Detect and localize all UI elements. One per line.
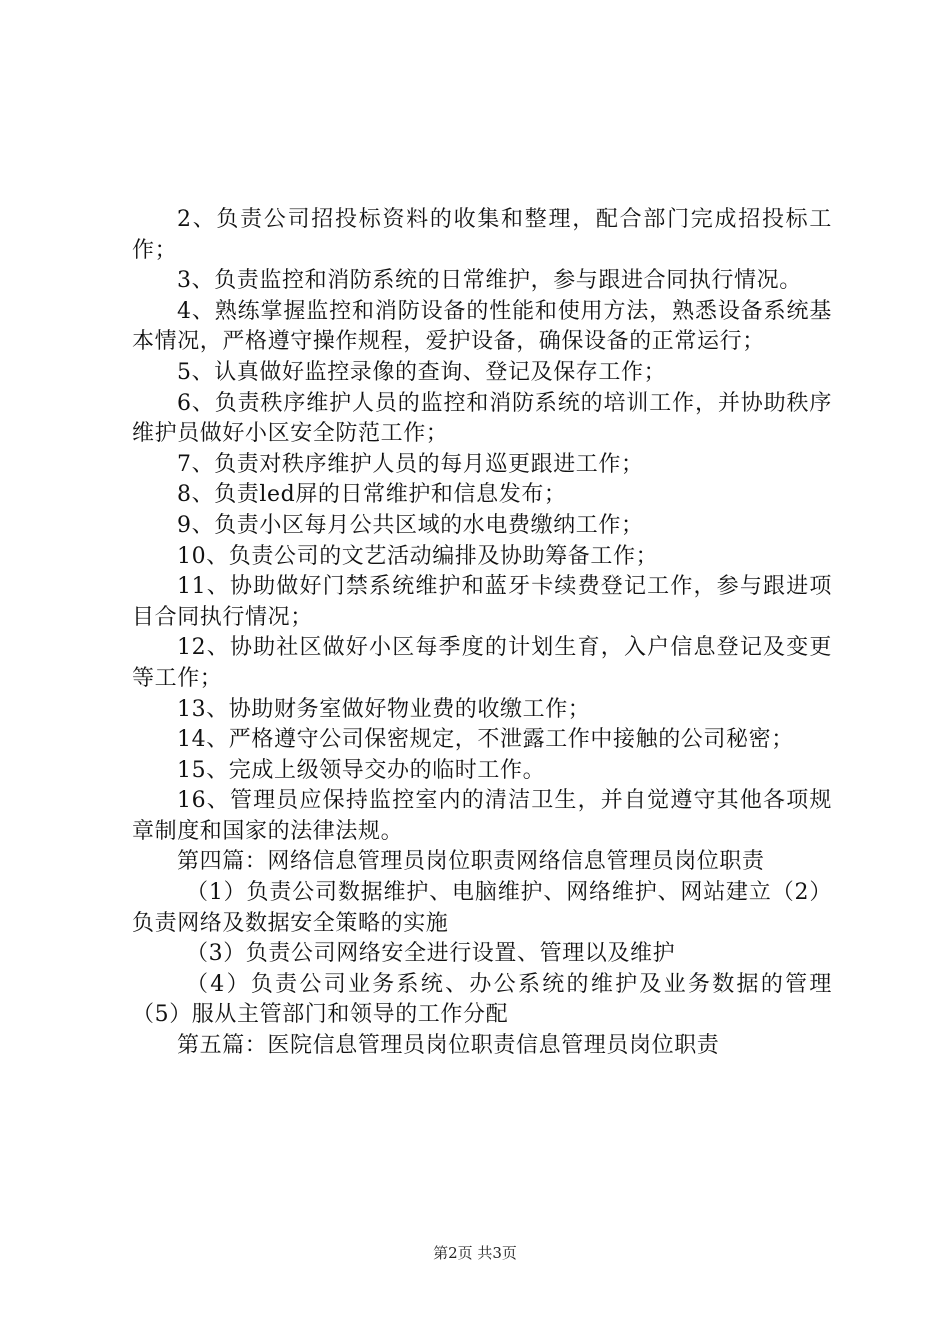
paragraph-item-8: 8、负责led屏的日常维护和信息发布； bbox=[177, 482, 567, 508]
document-body bbox=[132, 205, 832, 1062]
paragraph-item-6: 6、负责秩序维护人员的监控和消防系统的培训工作，并协助秩序维护员做好小区安全防范工作； bbox=[132, 390, 832, 447]
paragraph-item-16: 16、管理员应保持监控室内的清洁卫生，并自觉遵守其他各项规章制度和国家的法律法规。 bbox=[132, 788, 832, 844]
paragraph-item-4: 4、熟练掌握监控和消防设备的性能和使用方法，熟悉设备系统基本情况，严格遵守操作规程，爱护设备，确保设备的正常运行； bbox=[132, 298, 832, 355]
paragraph-item-15: 15、完成上级领导交办的临时工作。 bbox=[177, 757, 546, 783]
network-duty-3: （3）负责公司网络安全进行设置、管理以及维护 bbox=[186, 941, 676, 967]
paragraph-item-3: 3、负责监控和消防系统的日常维护，参与跟进合同执行情况。 bbox=[177, 268, 802, 294]
paragraph-item-12: 12、协助社区做好小区每季度的计划生育，入户信息登记及变更等工作； bbox=[132, 635, 832, 691]
paragraph-item-9: 9、负责小区每月公共区域的水电费缴纳工作； bbox=[177, 512, 644, 538]
section-heading-5: 第五篇：医院信息管理员岗位职责信息管理员岗位职责 bbox=[177, 1033, 720, 1059]
paragraph-item-13: 13、协助财务室做好物业费的收缴工作； bbox=[177, 696, 591, 722]
paragraph-item-11: 11、协助做好门禁系统维护和蓝牙卡续费登记工作，参与跟进项目合同执行情况； bbox=[132, 574, 832, 630]
paragraph-item-2: 2、负责公司招投标资料的收集和整理，配合部门完成招投标工作； bbox=[132, 207, 832, 263]
network-duty-1-2: （1）负责公司数据维护、电脑维护、网络维护、网站建立（2）负责网络及数据安全策略的实施 bbox=[132, 880, 832, 936]
paragraph-item-7: 7、负责对秩序维护人员的每月巡更跟进工作； bbox=[177, 451, 644, 477]
paragraph-item-14: 14、严格遵守公司保密规定，不泄露工作中接触的公司秘密； bbox=[177, 727, 794, 753]
section-heading-4: 第四篇：网络信息管理员岗位职责网络信息管理员岗位职责 bbox=[177, 849, 765, 875]
page-footer: 第2页 共3页 bbox=[433, 1244, 517, 1262]
paragraph-item-5: 5、认真做好监控录像的查询、登记及保存工作； bbox=[177, 359, 667, 385]
network-duty-4-5: （4）负责公司业务系统、办公系统的维护及业务数据的管理（5）服从主管部门和领导的工作分配 bbox=[132, 971, 832, 1028]
paragraph-item-10: 10、负责公司的文艺活动编排及协助筹备工作； bbox=[177, 543, 659, 569]
